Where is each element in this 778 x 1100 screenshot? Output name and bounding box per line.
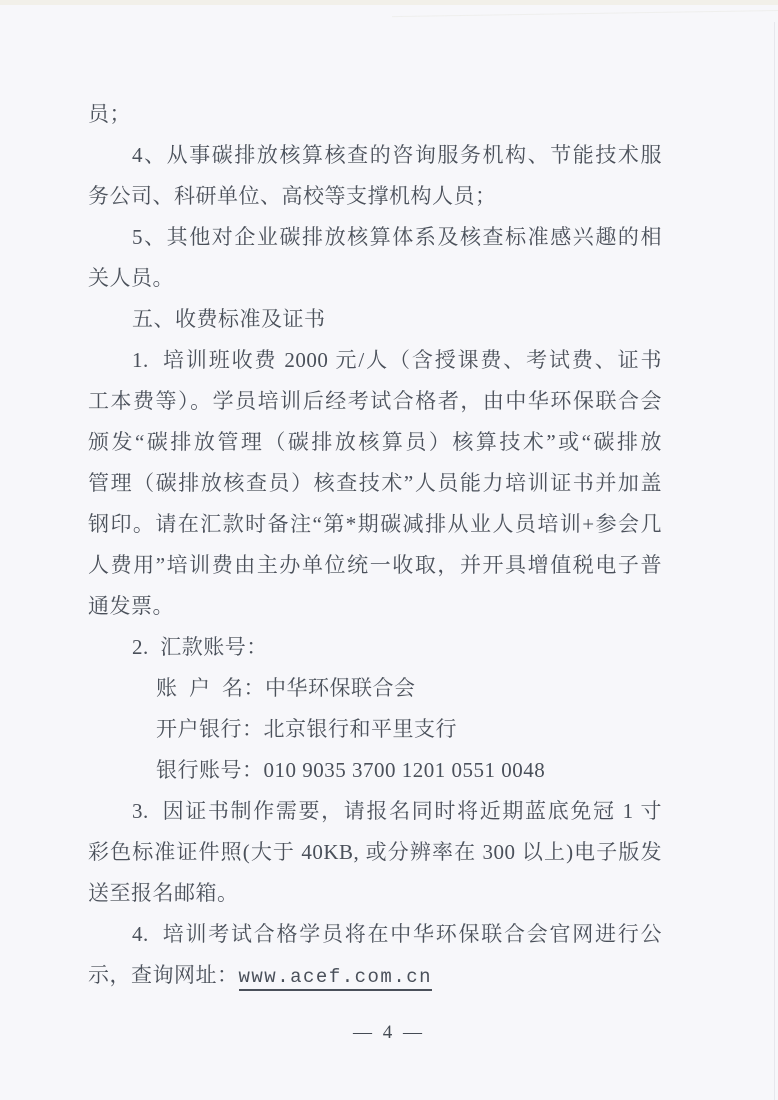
text-line: 员；	[88, 102, 131, 126]
text-line: 工本费等）。学员培训后经考试合格者，由中华环保联合会	[88, 389, 662, 413]
url-line-prefix: 示，查询网址：	[88, 963, 239, 987]
text-line: 管理（碳排放核查员）核查技术”人员能力培训证书并加盖	[88, 471, 662, 495]
scan-top-edge-line	[392, 10, 778, 17]
text-line: 3. 因证书制作需要，请报名同时将近期蓝底免冠 1 寸	[132, 799, 662, 823]
text-line: 送至报名邮箱。	[88, 881, 239, 905]
website-url: www.acef.com.cn	[239, 966, 433, 991]
scan-right-edge-line	[774, 22, 775, 1100]
text-line: 1. 培训班收费 2000 元/人（含授课费、考试费、证书	[132, 348, 662, 372]
text-line: 银行账号：010 9035 3700 1201 0551 0048	[156, 758, 546, 782]
text-line: 开户银行：北京银行和平里支行	[156, 717, 457, 741]
scan-top-edge	[0, 0, 778, 5]
text-line: 彩色标准证件照(大于 40KB, 或分辨率在 300 以上)电子版发	[88, 840, 662, 864]
text-line: 5、其他对企业碳排放核算体系及核查标准感兴趣的相	[132, 225, 662, 249]
text-line: 通发票。	[88, 594, 174, 618]
text-line: 钢印。请在汇款时备注“第*期碳减排从业人员培训+参会几	[88, 512, 662, 536]
text-line: 颁发“碳排放管理（碳排放核算员）核算技术”或“碳排放	[88, 430, 662, 454]
text-line: 人费用”培训费由主办单位统一收取，并开具增值税电子普	[88, 553, 662, 577]
text-line	[88, 955, 662, 996]
text-line: 4. 培训考试合格学员将在中华环保联合会官网进行公	[132, 922, 662, 946]
page-number: — 4 —	[353, 1022, 425, 1043]
text-line: 务公司、科研单位、高校等支撑机构人员；	[88, 184, 497, 208]
document-body	[88, 94, 662, 996]
text-line: 账 户 名：中华环保联合会	[156, 676, 416, 700]
text-line: 关人员。	[88, 266, 174, 290]
text-line: 2. 汇款账号：	[132, 635, 268, 659]
text-line: 4、从事碳排放核算核查的咨询服务机构、节能技术服	[132, 143, 662, 167]
section-heading: 五、收费标准及证书	[132, 307, 326, 331]
